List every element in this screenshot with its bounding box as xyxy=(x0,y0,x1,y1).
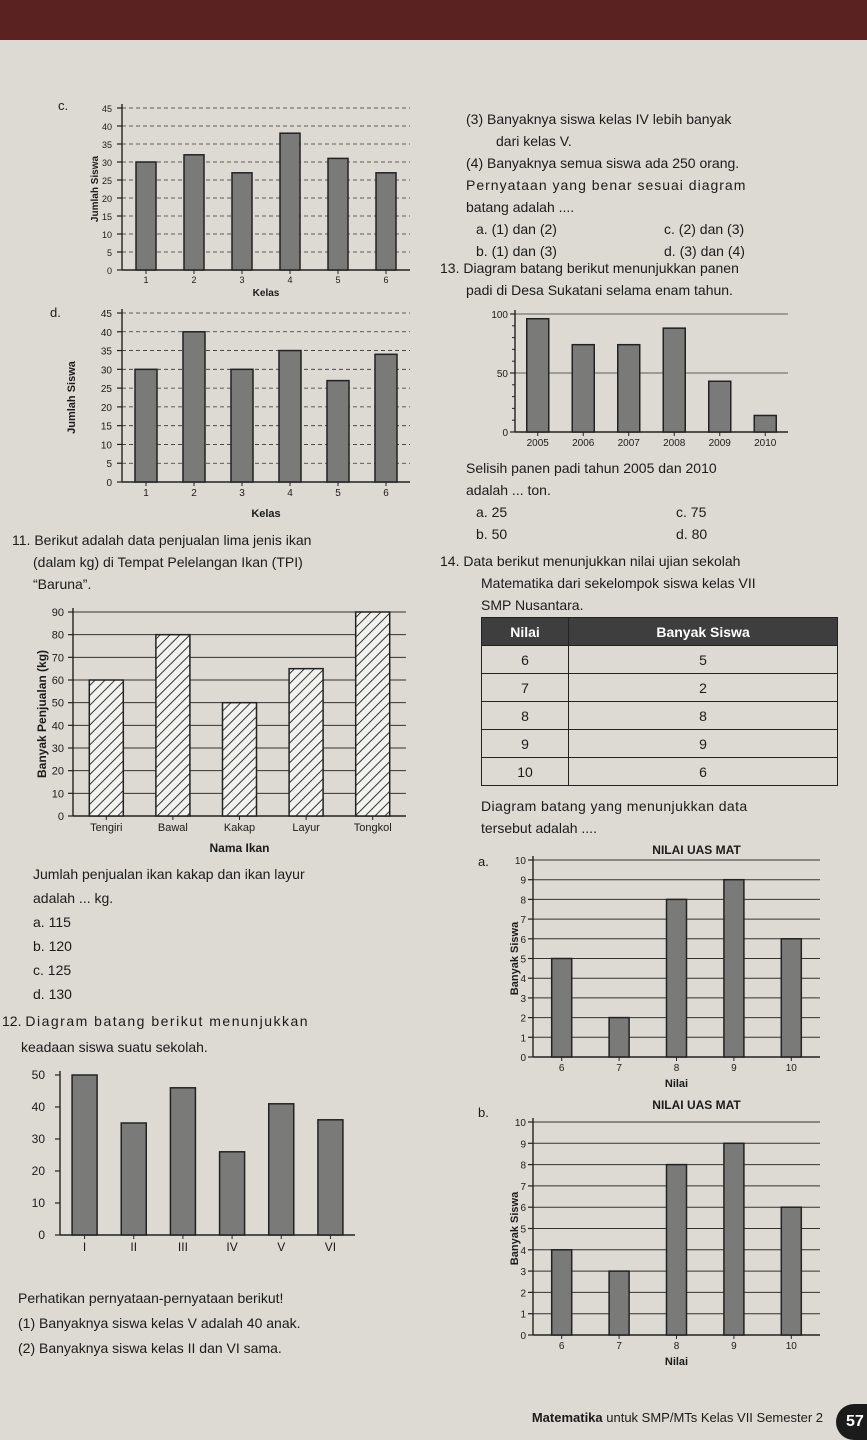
bar-6 xyxy=(375,354,397,482)
q14-question xyxy=(481,795,748,839)
chart-option-a xyxy=(478,842,823,1092)
y-axis-label: Jumlah Siswa xyxy=(66,361,78,434)
cell-banyak: 2 xyxy=(569,674,838,702)
chart-title: NILAI UAS MAT xyxy=(652,843,741,857)
y-tick-label: 45 xyxy=(101,104,112,114)
x-axis-label: Nama Ikan xyxy=(209,841,270,855)
bar-III xyxy=(170,1088,195,1235)
y-tick-label: 30 xyxy=(100,365,112,377)
q12-statement-2: (2) Banyaknya siswa kelas II dan VI sama. xyxy=(18,1340,282,1356)
bar-Layur xyxy=(289,669,323,816)
x-tick-label: 5 xyxy=(335,275,341,285)
x-tick-label: 2008 xyxy=(663,438,686,449)
q13-text-3: Selisih panen padi tahun 2005 dan 2010 xyxy=(466,460,717,476)
y-tick-label: 80 xyxy=(51,629,64,642)
y-tick-label: 6 xyxy=(520,1203,526,1215)
bar-6 xyxy=(552,959,572,1058)
x-tick-label: 2009 xyxy=(708,438,731,449)
x-tick-label: Layur xyxy=(292,822,320,834)
x-tick-label: 7 xyxy=(616,1063,622,1074)
bar-5 xyxy=(328,158,348,270)
footer-text: untuk SMP/MTs Kelas VII Semester 2 xyxy=(602,1410,823,1425)
page-footer xyxy=(532,1410,823,1425)
y-tick-label: 6 xyxy=(520,934,526,946)
x-tick-label: 2 xyxy=(191,488,197,499)
x-tick-label: I xyxy=(82,1240,87,1254)
question-line-2: batang adalah .... xyxy=(466,199,575,215)
y-tick-label: 10 xyxy=(101,230,112,240)
x-tick-label: 1 xyxy=(143,488,149,499)
y-tick-label: 50 xyxy=(496,369,508,380)
y-tick-label: 0 xyxy=(57,811,64,823)
bar-2007 xyxy=(618,345,640,432)
q12-instruction: Perhatikan pernyataan-pernyataan berikut! xyxy=(18,1290,284,1306)
x-tick-label: 2 xyxy=(191,275,197,285)
q13-option-b: b. 50 xyxy=(476,526,508,542)
q14-text-2: Matematika dari sekelompok siswa kelas VII xyxy=(481,575,756,591)
bar-Bawal xyxy=(156,635,190,816)
x-tick-label: 9 xyxy=(731,1063,737,1074)
x-tick-label: Tongkol xyxy=(353,822,392,834)
x-tick-label: 6 xyxy=(558,1063,565,1074)
bar-8 xyxy=(667,899,687,1057)
q14-question-1: Diagram batang yang menunjukkan data xyxy=(481,798,748,814)
option-label: c. xyxy=(58,100,69,113)
bar-9 xyxy=(724,880,744,1057)
y-tick-label: 30 xyxy=(51,743,64,755)
x-tick-label: V xyxy=(277,1240,286,1254)
x-tick-label: 2007 xyxy=(617,438,640,449)
y-tick-label: 20 xyxy=(101,194,112,204)
y-tick-label: 40 xyxy=(101,122,112,132)
q13-option-d: d. 80 xyxy=(676,526,708,542)
bar-3 xyxy=(232,173,252,270)
y-axis-label: Banyak Siswa xyxy=(509,1191,521,1266)
y-tick-label: 3 xyxy=(520,1267,526,1279)
y-tick-label: 30 xyxy=(101,158,112,168)
bar-V xyxy=(269,1104,294,1235)
table-row xyxy=(482,730,838,758)
q12-number: 12. xyxy=(2,1013,22,1029)
q13-option-c: c. 75 xyxy=(676,504,707,520)
y-tick-label: 30 xyxy=(31,1132,45,1146)
y-tick-label: 10 xyxy=(514,856,526,867)
header-nilai: Nilai xyxy=(482,618,569,646)
x-tick-label: 5 xyxy=(335,488,341,499)
x-tick-label: 7 xyxy=(616,1341,622,1352)
y-tick-label: 8 xyxy=(520,895,526,907)
x-tick-label: 6 xyxy=(383,488,389,499)
cell-nilai: 10 xyxy=(482,758,569,786)
q12-text-1: Diagram batang berikut menunjukkan xyxy=(25,1013,310,1029)
bar-2005 xyxy=(527,319,549,432)
bar-Tengiri xyxy=(89,680,123,816)
bar-2009 xyxy=(709,381,731,432)
q14-text-3: SMP Nusantara. xyxy=(481,597,584,613)
bar-3 xyxy=(231,369,253,482)
chart-option-b xyxy=(478,1097,823,1372)
table-row xyxy=(482,702,838,730)
option-label: d. xyxy=(50,305,61,320)
q13-text xyxy=(440,257,739,301)
header-banyak-siswa: Banyak Siswa xyxy=(569,618,838,646)
y-tick-label: 4 xyxy=(520,974,526,986)
y-tick-label: 0 xyxy=(502,428,508,439)
q11-question xyxy=(33,862,305,1006)
statement-3b: dari kelas V. xyxy=(496,133,572,149)
y-tick-label: 9 xyxy=(520,875,526,887)
x-tick-label: 4 xyxy=(287,275,293,285)
chart-option-d xyxy=(50,305,420,520)
q11-text-1: Berikut adalah data penjualan lima jenis ikan xyxy=(34,532,312,548)
q13-option-a: a. 25 xyxy=(476,504,508,520)
x-axis-label: Kelas xyxy=(251,508,281,520)
q14-table xyxy=(481,617,838,786)
bar-VI xyxy=(318,1120,343,1235)
bar-2 xyxy=(184,155,204,270)
q11-number: 11. xyxy=(12,532,31,548)
q12-text xyxy=(2,1008,309,1060)
statement-4: (4) Banyaknya semua siswa ada 250 orang. xyxy=(466,155,740,171)
x-tick-label: III xyxy=(177,1240,188,1254)
bar-4 xyxy=(279,351,301,482)
y-tick-label: 2 xyxy=(520,1013,526,1025)
y-tick-label: 50 xyxy=(51,697,64,710)
x-tick-label: 9 xyxy=(731,1341,737,1352)
y-tick-label: 5 xyxy=(520,1224,526,1236)
y-tick-label: 50 xyxy=(31,1068,45,1082)
bar-4 xyxy=(280,133,300,270)
q13-question xyxy=(466,457,717,545)
table-row xyxy=(482,674,838,702)
y-tick-label: 40 xyxy=(31,1100,45,1114)
x-tick-label: 6 xyxy=(558,1341,565,1352)
y-tick-label: 4 xyxy=(520,1245,526,1257)
option-label: a. xyxy=(478,854,489,869)
bar-IV xyxy=(220,1152,245,1235)
y-tick-label: 0 xyxy=(106,266,112,276)
statement-3: (3) Banyaknya siswa kelas IV lebih banyak xyxy=(466,111,732,127)
x-tick-label: 2005 xyxy=(526,438,549,449)
y-axis-label: Jumlah Siswa xyxy=(90,155,101,223)
y-tick-label: 45 xyxy=(100,309,112,320)
x-tick-label: 3 xyxy=(239,275,245,285)
y-tick-label: 1 xyxy=(520,1309,526,1321)
bar-8 xyxy=(667,1165,687,1335)
y-tick-label: 15 xyxy=(100,421,112,433)
x-tick-label: 8 xyxy=(673,1341,680,1352)
bar-1 xyxy=(135,369,157,482)
bar-10 xyxy=(781,939,801,1057)
q14-text xyxy=(440,550,756,616)
bar-2010 xyxy=(754,415,776,432)
cell-nilai: 9 xyxy=(482,730,569,758)
footer-bold: Matematika xyxy=(531,1410,603,1425)
y-axis-label: Banyak Siswa xyxy=(509,921,521,996)
chart-q12 xyxy=(15,1063,375,1288)
q11-option-c: c. 125 xyxy=(33,962,72,978)
y-tick-label: 10 xyxy=(51,788,64,801)
bar-Tongkol xyxy=(356,612,390,816)
bar-6 xyxy=(552,1250,572,1335)
x-tick-label: Bawal xyxy=(157,822,188,834)
cell-banyak: 8 xyxy=(569,702,838,730)
y-tick-label: 5 xyxy=(520,954,526,966)
x-tick-label: IV xyxy=(226,1240,238,1254)
q14-number: 14. xyxy=(440,553,460,569)
q11-question-1: Jumlah penjualan ikan kakap dan ikan layur xyxy=(33,866,305,882)
y-tick-label: 100 xyxy=(491,310,508,321)
q12-statements xyxy=(18,1286,301,1361)
x-tick-label: II xyxy=(130,1240,138,1254)
q11-option-d: d. 130 xyxy=(33,986,72,1002)
y-tick-label: 70 xyxy=(51,652,64,665)
x-tick-label: 4 xyxy=(287,488,293,499)
cell-nilai: 6 xyxy=(482,646,569,674)
bar-2 xyxy=(183,332,205,482)
x-tick-label: Tengiri xyxy=(90,822,123,834)
cell-nilai: 8 xyxy=(482,702,569,730)
q12-continuation xyxy=(466,108,746,262)
bar-2006 xyxy=(572,345,594,432)
q11-option-a: a. 115 xyxy=(33,914,71,930)
cell-banyak: 5 xyxy=(569,646,838,674)
q11-text xyxy=(12,529,311,595)
q14-question-2: tersebut adalah .... xyxy=(481,820,597,836)
x-axis-label: Kelas xyxy=(252,288,280,299)
y-tick-label: 20 xyxy=(100,402,112,414)
x-tick-label: 10 xyxy=(785,1341,797,1352)
x-tick-label: 3 xyxy=(239,488,245,499)
y-tick-label: 8 xyxy=(520,1160,526,1172)
x-tick-label: 6 xyxy=(383,275,389,285)
q13-number: 13. xyxy=(440,260,460,276)
y-tick-label: 20 xyxy=(31,1164,45,1178)
cell-banyak: 6 xyxy=(569,758,838,786)
y-tick-label: 7 xyxy=(520,1181,526,1193)
x-tick-label: 2010 xyxy=(754,438,777,449)
q11-question-2: adalah ... kg. xyxy=(33,890,114,906)
bar-1 xyxy=(136,162,156,270)
y-tick-label: 90 xyxy=(51,607,64,619)
y-tick-label: 5 xyxy=(106,248,112,258)
bar-7 xyxy=(609,1271,629,1335)
bar-6 xyxy=(376,173,396,270)
y-tick-label: 20 xyxy=(51,765,64,778)
y-tick-label: 0 xyxy=(106,478,112,489)
q11-option-b: b. 120 xyxy=(33,938,72,954)
bar-Kakap xyxy=(223,703,257,816)
y-tick-label: 0 xyxy=(38,1228,45,1242)
option-a: a. (1) dan (2) xyxy=(476,221,557,237)
y-tick-label: 10 xyxy=(100,440,112,452)
y-tick-label: 40 xyxy=(51,720,64,733)
y-axis-label: Banyak Penjualan (kg) xyxy=(35,649,49,779)
y-tick-label: 1 xyxy=(520,1033,526,1045)
bar-I xyxy=(72,1075,97,1235)
y-tick-label: 10 xyxy=(31,1196,45,1210)
x-tick-label: 2006 xyxy=(572,438,595,449)
y-tick-label: 0 xyxy=(520,1331,526,1342)
option-d: d. (3) dan (4) xyxy=(664,243,745,259)
chart-option-c xyxy=(50,100,420,310)
bar-10 xyxy=(781,1207,801,1335)
y-tick-label: 5 xyxy=(106,459,112,471)
option-c: c. (2) dan (3) xyxy=(664,221,745,237)
bar-2008 xyxy=(663,328,685,432)
table-row xyxy=(482,646,838,674)
q11-text-3: “Baruna”. xyxy=(33,576,92,592)
y-tick-label: 40 xyxy=(100,327,112,339)
y-tick-label: 7 xyxy=(520,915,526,927)
q14-text-1: Data berikut menunjukkan nilai ujian sekolah xyxy=(463,553,741,569)
q12-text-2: keadaan siswa suatu sekolah. xyxy=(21,1039,208,1055)
page-number: 57 xyxy=(836,1404,867,1440)
y-tick-label: 3 xyxy=(520,993,526,1005)
y-tick-label: 25 xyxy=(100,384,112,396)
q13-text-2: padi di Desa Sukatani selama enam tahun. xyxy=(466,282,733,298)
option-b: b. (1) dan (3) xyxy=(476,243,557,259)
bar-7 xyxy=(609,1018,629,1057)
q12-statement-1: (1) Banyaknya siswa kelas V adalah 40 anak. xyxy=(18,1315,301,1331)
x-tick-label: 10 xyxy=(785,1063,797,1074)
bar-9 xyxy=(724,1143,744,1335)
y-tick-label: 25 xyxy=(101,176,112,186)
cell-banyak: 9 xyxy=(569,730,838,758)
y-tick-label: 2 xyxy=(520,1288,526,1300)
chart-title: NILAI UAS MAT xyxy=(652,1098,741,1112)
q13-text-4: adalah ... ton. xyxy=(466,482,551,498)
x-axis-label: Nilai xyxy=(664,1078,689,1090)
bar-II xyxy=(121,1123,146,1235)
y-tick-label: 35 xyxy=(100,346,112,358)
chart-q11 xyxy=(28,598,418,856)
x-tick-label: VI xyxy=(324,1240,337,1254)
table-header-row xyxy=(482,618,838,646)
option-label: b. xyxy=(478,1105,489,1120)
bar-5 xyxy=(327,381,349,482)
y-tick-label: 60 xyxy=(51,675,64,687)
q11-text-2: (dalam kg) di Tempat Pelelangan Ikan (TPI) xyxy=(33,554,303,570)
y-tick-label: 10 xyxy=(514,1118,526,1129)
x-axis-label: Nilai xyxy=(664,1356,689,1368)
x-tick-label: Kakap xyxy=(223,822,256,834)
y-tick-label: 35 xyxy=(101,140,112,150)
x-tick-label: 8 xyxy=(673,1063,680,1074)
question-line: Pernyataan yang benar sesuai diagram xyxy=(466,177,747,193)
cell-nilai: 7 xyxy=(482,674,569,702)
chart-q13 xyxy=(470,300,800,458)
y-tick-label: 0 xyxy=(520,1053,526,1064)
x-tick-label: 1 xyxy=(143,275,149,285)
y-tick-label: 9 xyxy=(520,1139,526,1151)
q13-text-1: Diagram batang berikut menunjukkan panen xyxy=(463,260,739,276)
y-tick-label: 15 xyxy=(101,212,112,222)
table-row xyxy=(482,758,838,786)
